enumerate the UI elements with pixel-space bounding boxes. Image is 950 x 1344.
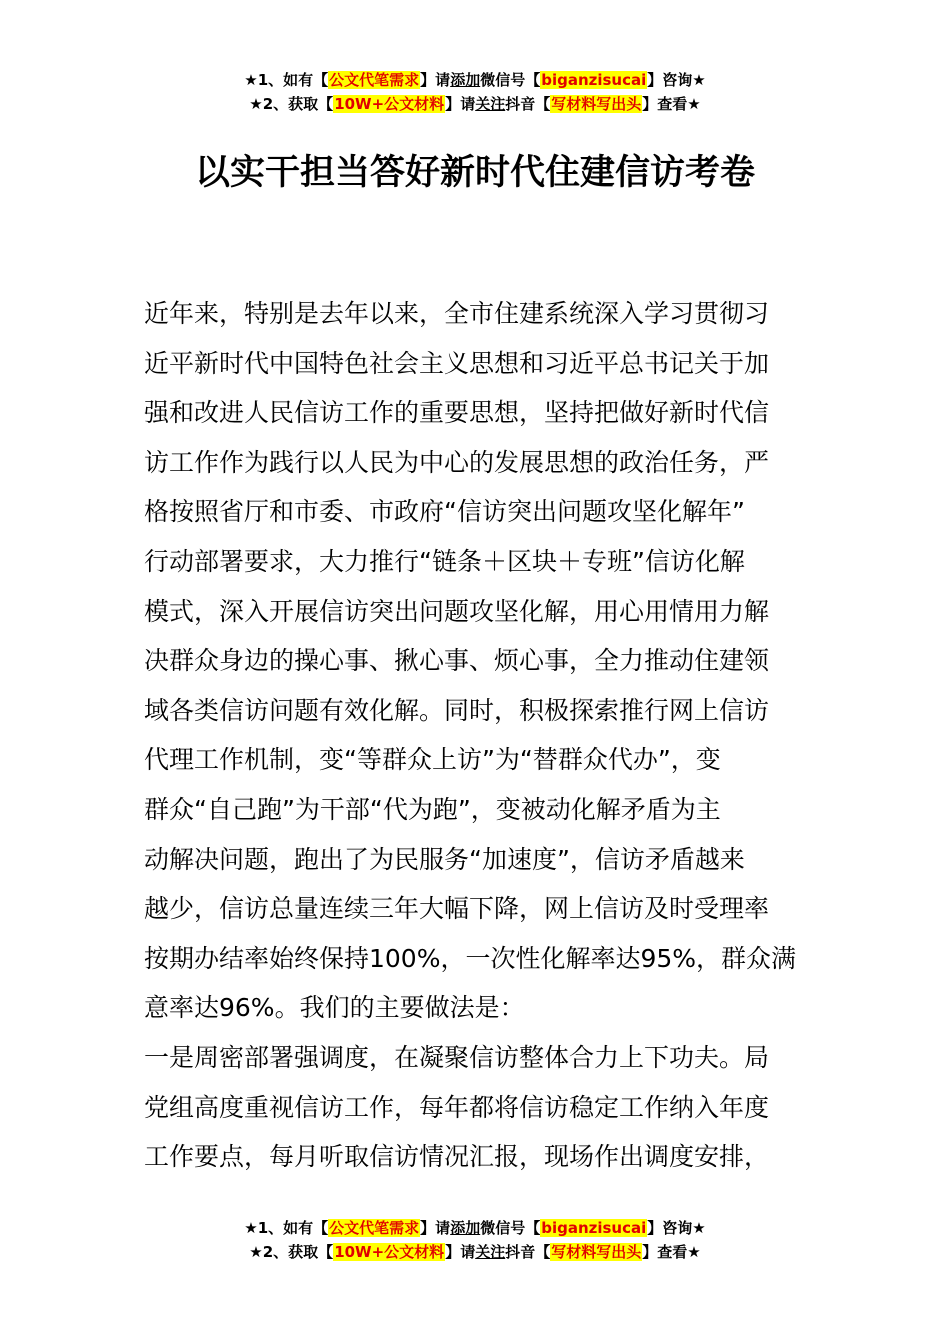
promo-underline: 添加 xyxy=(450,1219,481,1237)
promo-line-1 xyxy=(0,1216,950,1240)
body-line: 党组高度重视信访工作，每年都将信访稳定工作纳入年度 xyxy=(144,1092,770,1122)
promo-highlight: biganzisucai xyxy=(541,1219,647,1237)
promo-underline: 关注 xyxy=(475,95,506,113)
body-line: 行动部署要求，大力推行“链条＋区块＋专班”信访化解 xyxy=(144,546,745,576)
body-line: 越少，信访总量连续三年大幅下降，网上信访及时受理率 xyxy=(144,894,770,924)
promo-text: ★1、如有【 xyxy=(244,1219,329,1237)
body-line: 格按照省厅和市委、市政府“信访突出问题攻坚化解年” xyxy=(144,497,745,527)
header-promo-banner xyxy=(0,68,950,116)
body-line: 决群众身边的操心事、揪心事、烦心事，全力推动住建领 xyxy=(144,646,770,676)
body-line: 意率达96%。我们的主要做法是： xyxy=(144,993,525,1023)
promo-highlight: 公文代笔需求 xyxy=(329,71,420,89)
promo-highlight: 公文代笔需求 xyxy=(329,1219,420,1237)
body-line: 一是周密部署强调度，在凝聚信访整体合力上下功夫。局 xyxy=(144,1042,770,1072)
body-line: 近年来，特别是去年以来，全市住建系统深入学习贯彻习 xyxy=(144,299,770,328)
promo-text: 抖音【 xyxy=(505,1243,551,1261)
promo-text: ★1、如有【 xyxy=(244,71,329,89)
body-line: 访工作作为践行以人民为中心的发展思想的政治任务，严 xyxy=(144,447,770,477)
footer-promo-banner xyxy=(0,1216,950,1264)
promo-text: ★2、获取【 xyxy=(249,95,334,113)
body-line: 近平新时代中国特色社会主义思想和习近平总书记关于加 xyxy=(144,348,770,378)
promo-highlight: biganzisucai xyxy=(541,71,647,89)
promo-text: 微信号【 xyxy=(480,71,541,89)
promo-text: 】请 xyxy=(445,95,476,113)
promo-line-2 xyxy=(0,1240,950,1264)
promo-text: 】请 xyxy=(445,1243,476,1261)
promo-highlight: 10W+公文材料 xyxy=(334,1243,445,1261)
promo-text: 】咨询★ xyxy=(647,71,706,89)
body-line: 强和改进人民信访工作的重要思想，坚持把做好新时代信 xyxy=(144,398,770,428)
promo-line-2 xyxy=(0,92,950,116)
promo-highlight: 10W+公文材料 xyxy=(334,95,445,113)
promo-text: 微信号【 xyxy=(480,1219,541,1237)
document-title: 以实干担当答好新时代住建信访考卷 xyxy=(194,153,755,193)
promo-text: 】请 xyxy=(420,71,451,89)
promo-text: 】请 xyxy=(420,1219,451,1237)
body-line: 按期办结率始终保持100%，一次性化解率达95%，群众满 xyxy=(144,943,797,973)
body-line: 动解决问题，跑出了为民服务“加速度”，信访矛盾越来 xyxy=(144,844,745,874)
promo-text: 】查看★ xyxy=(642,1243,701,1261)
body-line: 群众“自己跑”为干部“代为跑”，变被动化解矛盾为主 xyxy=(144,794,721,824)
promo-text: 】咨询★ xyxy=(647,1219,706,1237)
promo-highlight: 写材料写出头 xyxy=(551,95,642,113)
promo-line-1 xyxy=(0,68,950,92)
body-line: 代理工作机制，变“等群众上访”为“替群众代办”，变 xyxy=(144,745,721,775)
body-line: 域各类信访问题有效化解。同时，积极探索推行网上信访 xyxy=(144,695,770,725)
promo-underline: 添加 xyxy=(450,71,481,89)
promo-text: 】查看★ xyxy=(642,95,701,113)
promo-text: 抖音【 xyxy=(505,95,551,113)
promo-highlight: 写材料写出头 xyxy=(551,1243,642,1261)
body-line: 模式，深入开展信访突出问题攻坚化解，用心用情用力解 xyxy=(144,596,770,626)
body-line: 工作要点，每月听取信访情况汇报，现场作出调度安排， xyxy=(144,1142,770,1172)
promo-text: ★2、获取【 xyxy=(249,1243,334,1261)
promo-underline: 关注 xyxy=(475,1243,506,1261)
document-body xyxy=(144,289,810,1182)
